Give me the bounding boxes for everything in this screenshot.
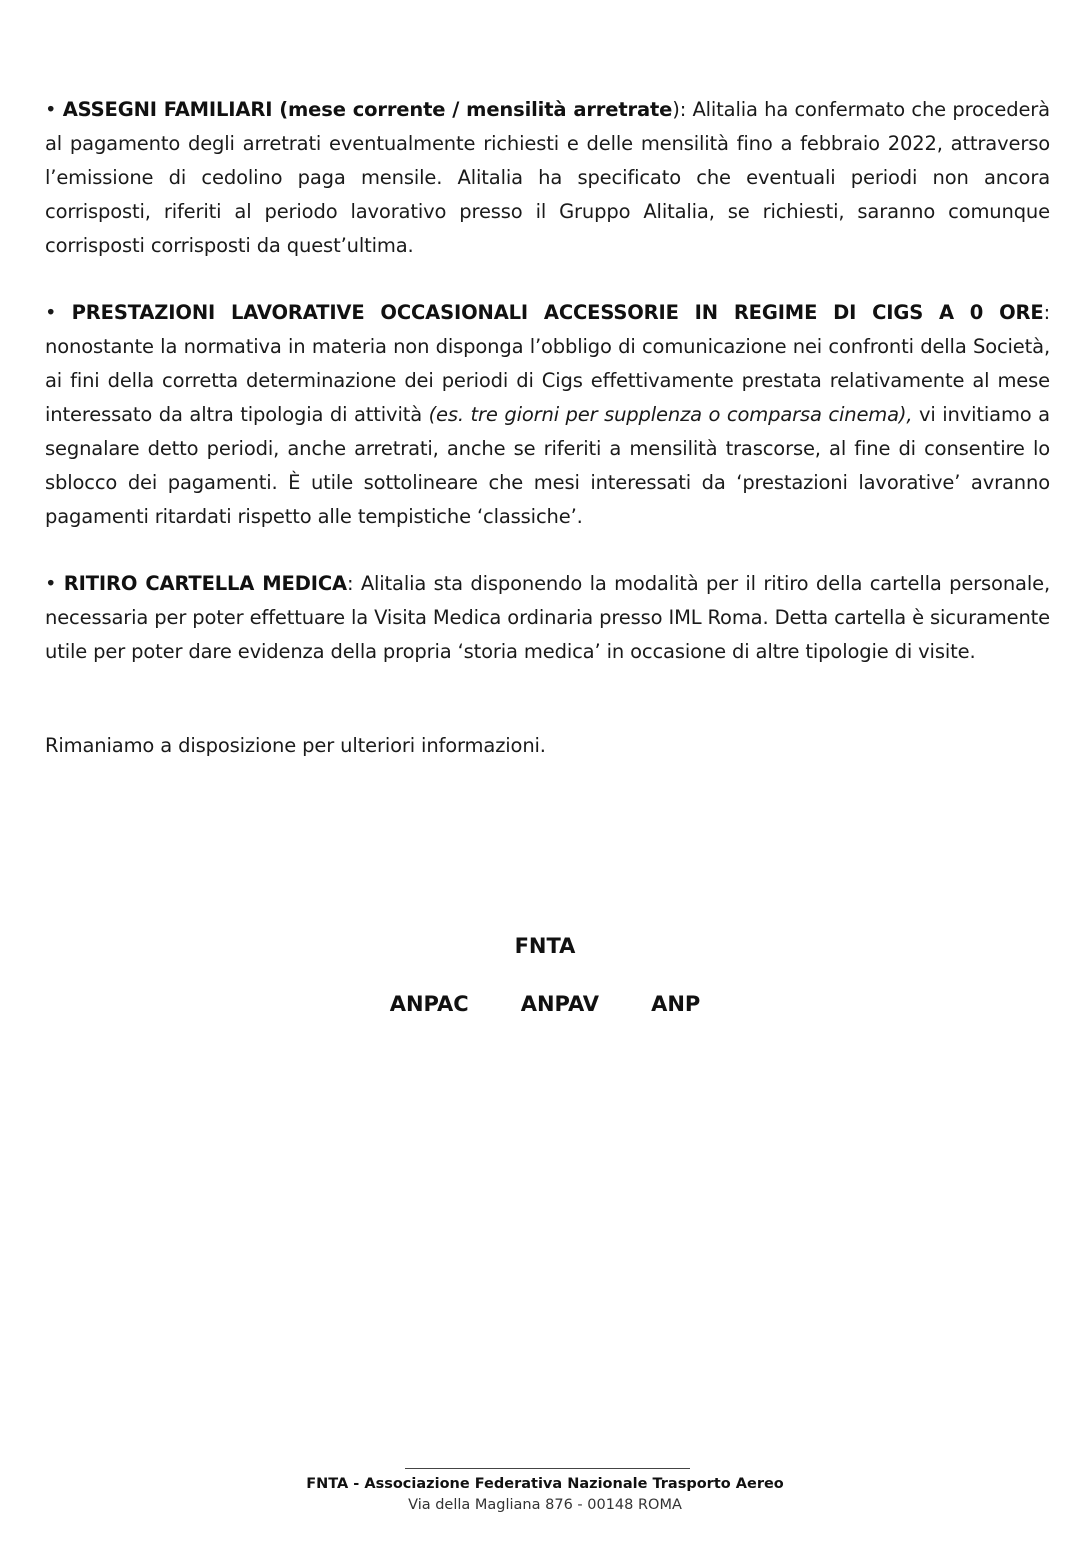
signature-members [0,992,1090,1016]
footer-divider [405,1468,690,1469]
signature-member: ANPAV [520,992,600,1016]
footer-title: FNTA - Associazione Federativa Nazionale Trasporto Aereo [306,1476,784,1492]
section-body: nonostante la normativa in materia non disponga l’obbligo di comunicazione nei confronti della Società, ai fini della corretta determinazione dei periodi di Cigs effettivamente prestata relativamente al mese interessato da altra tipologia di attività [45,335,1050,426]
title-suffix: : [1043,301,1050,324]
section-title: ASSEGNI FAMILIARI (mese corrente / mensilità arretrate [62,98,673,121]
section-body: Alitalia sta disponendo la modalità per il ritiro della cartella personale, necessaria per poter effettuare la Visita Medica ordinaria presso IML Roma. Detta cartella è sicuramente utile per poter dare evidenza della propria ‘storia medica’ in occasione di altre tipologie di visite. [45,572,1050,663]
section-title: PRESTAZIONI LAVORATIVE OCCASIONALI ACCESSORIE IN REGIME DI CIGS A 0 ORE [71,301,1044,324]
section-ritiro-cartella-medica [45,567,1050,669]
closing-line: Rimaniamo a disposizione per ulteriori informazioni. [45,734,546,757]
section-assegni-familiari [45,93,1050,263]
section-title: RITIRO CARTELLA MEDICA [63,572,347,595]
document-body [45,93,1050,763]
section-prestazioni-lavorative [45,296,1050,534]
footer-address: Via della Magliana 876 - 00148 ROMA [408,1497,682,1513]
section-body-example: (es. tre giorni per supplenza o comparsa cinema), [428,403,913,426]
title-suffix: ): [672,98,693,121]
bullet: • [45,301,57,324]
signature-main: FNTA [514,934,576,958]
section-body-continued: vi invitiamo a segnalare detto periodi, anche arretrati, anche se riferiti a mensilità trascorse, al fine di consentire lo sblocco dei pagamenti. È utile sottolineare che mesi interessati da ‘prestazioni lavorative’ avranno pagamenti ritardati rispetto alle tempistiche ‘classiche’. [45,403,1050,528]
section-body: Alitalia ha confermato che procederà al pagamento degli arretrati eventualmente richiesti e delle mensilità fino a febbraio 2022, attraverso l’emissione di cedolino paga mensile. Alitalia ha specificato che eventuali periodi non ancora corrisposti, riferiti al periodo lavorativo presso il Gruppo Alitalia, se richiesti, saranno comunque corrisposti corrisposti da quest’ultima. [45,98,1050,257]
signature-member: ANP [651,992,701,1016]
bullet: • [45,572,57,595]
bullet: • [45,98,57,121]
title-suffix: : [346,572,361,595]
signature-member: ANPAC [389,992,469,1016]
